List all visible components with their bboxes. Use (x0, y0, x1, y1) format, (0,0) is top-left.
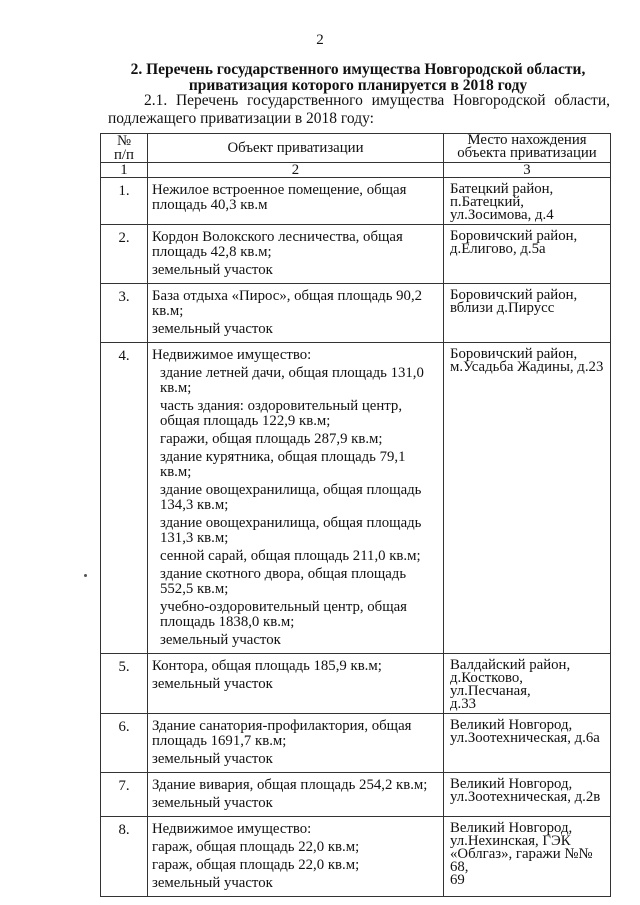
row-number: 2. (101, 225, 148, 284)
intro-paragraph: 2.1. Перечень государственного имущества Новгородской области, подлежащего приватизации в 2018 году: (108, 92, 610, 127)
location-line: Боровичский район, (450, 228, 578, 244)
location-line: ул.Песчаная, (450, 683, 531, 699)
object-cell (148, 178, 444, 225)
row-number: 8. (101, 817, 148, 897)
column-index-3: 3 (444, 163, 611, 178)
table-row (101, 654, 611, 714)
object-line: Здание санатория-профилактория, общая площадь 1691,7 кв.м; (152, 718, 412, 749)
location-line: Великий Новгород, (450, 717, 573, 733)
object-line: здание скотного двора, общая площадь 552,5 кв.м; (160, 566, 407, 597)
location-line: д.Елигово, д.5а (450, 241, 546, 257)
location-line: Батецкий район, (450, 181, 554, 197)
section-heading-line1: 2. Перечень государственного имущества Новгородской области, (130, 61, 586, 78)
object-line: здание овощехранилища, общая площадь 131,3 кв.м; (160, 515, 422, 546)
location-line: ул.Нехинская, ГЭК (450, 833, 571, 849)
section-heading-line2: приватизация которого планируется в 2018 году (188, 77, 528, 94)
table-row (101, 817, 611, 897)
object-cell (148, 773, 444, 817)
column-index-2: 2 (148, 163, 444, 178)
location-cell (444, 225, 611, 284)
location-cell (444, 714, 611, 773)
location-line: д.33 (450, 696, 477, 712)
header-number (101, 134, 148, 163)
object-line: земельный участок (152, 676, 273, 692)
table-header-row (101, 134, 611, 163)
table-row (101, 178, 611, 225)
object-cell (148, 225, 444, 284)
table-row (101, 714, 611, 773)
location-line: п.Батецкий, (450, 194, 524, 210)
header-location (444, 134, 611, 163)
row-number: 4. (101, 343, 148, 654)
location-line: Великий Новгород, (450, 820, 573, 836)
row-number: 5. (101, 654, 148, 714)
object-cell (148, 714, 444, 773)
location-line: ул.Зоотехническая, д.2в (450, 789, 601, 805)
object-line: земельный участок (152, 751, 273, 767)
object-line: земельный участок (152, 875, 273, 891)
row-number: 7. (101, 773, 148, 817)
location-line: 69 (450, 872, 465, 888)
object-cell (148, 284, 444, 343)
object-title: Недвижимое имущество: (152, 347, 312, 363)
table-row (101, 773, 611, 817)
object-line: земельный участок (152, 321, 273, 337)
location-line: «Облгаз», гаражи №№ 68, (450, 846, 593, 875)
object-line: Кордон Волокского лесничества, общая площадь 42,8 кв.м; (152, 229, 403, 260)
object-cell (148, 654, 444, 714)
object-line: учебно-оздоровительный центр, общая площадь 1838,0 кв.м; (160, 599, 407, 630)
table-row (101, 284, 611, 343)
object-cell (148, 817, 444, 897)
header-number-symbol: № (116, 133, 132, 149)
location-cell (444, 178, 611, 225)
object-line: Здание вивария, общая площадь 254,2 кв.м; (152, 777, 428, 793)
object-line: База отдыха «Пирос», общая площадь 90,2 кв.м; (152, 288, 423, 319)
object-cell (148, 343, 444, 654)
header-location-line2: объекта приватизации (457, 145, 597, 161)
location-line: Боровичский район, (450, 287, 578, 303)
location-line: д.Костково, (450, 670, 523, 686)
page-number: 2 (316, 32, 324, 48)
location-cell (444, 343, 611, 654)
object-line: гараж, общая площадь 22,0 кв.м; (152, 839, 360, 855)
location-cell (444, 284, 611, 343)
column-index-row (101, 163, 611, 178)
header-location-line1: Место нахождения (467, 132, 587, 148)
object-line: Нежилое встроенное помещение, общая площадь 40,3 кв.м (152, 182, 407, 213)
object-line: земельный участок (152, 262, 273, 278)
object-line: здание летней дачи, общая площадь 131,0 кв.м; (160, 365, 424, 396)
location-line: ул.Зосимова, д.4 (450, 207, 554, 223)
header-object: Объект приватизации (148, 134, 444, 163)
location-cell (444, 654, 611, 714)
object-line: часть здания: оздоровительный центр, общая площадь 122,9 кв.м; (160, 398, 403, 429)
table-row (101, 225, 611, 284)
location-line: ул.Зоотехническая, д.6а (450, 730, 600, 746)
object-line: земельный участок (152, 795, 273, 811)
location-cell (444, 773, 611, 817)
location-line: Валдайский район, (450, 657, 571, 673)
row-number: 3. (101, 284, 148, 343)
row-number: 1. (101, 178, 148, 225)
header-number-abbr: п/п (114, 147, 134, 163)
object-title: Недвижимое имущество: (152, 821, 312, 837)
object-line: гаражи, общая площадь 287,9 кв.м; (160, 431, 383, 447)
location-line: вблизи д.Пирусс (450, 300, 555, 316)
object-line: сенной сарай, общая площадь 211,0 кв.м; (160, 548, 421, 564)
row-number: 6. (101, 714, 148, 773)
location-line: м.Усадьба Жадины, д.23 (450, 359, 604, 375)
privatization-table (100, 133, 611, 897)
table-row (101, 343, 611, 654)
object-line: гараж, общая площадь 22,0 кв.м; (152, 857, 360, 873)
object-line: земельный участок (160, 632, 281, 648)
column-index-1: 1 (101, 163, 148, 178)
location-line: Боровичский район, (450, 346, 578, 362)
object-line: здание курятника, общая площадь 79,1 кв.м; (160, 449, 406, 480)
object-line: здание овощехранилища, общая площадь 134,3 кв.м; (160, 482, 422, 513)
margin-dot (84, 574, 87, 577)
location-cell (444, 817, 611, 897)
section-heading (118, 62, 598, 94)
location-line: Великий Новгород, (450, 776, 573, 792)
object-line: Контора, общая площадь 185,9 кв.м; (152, 658, 382, 674)
